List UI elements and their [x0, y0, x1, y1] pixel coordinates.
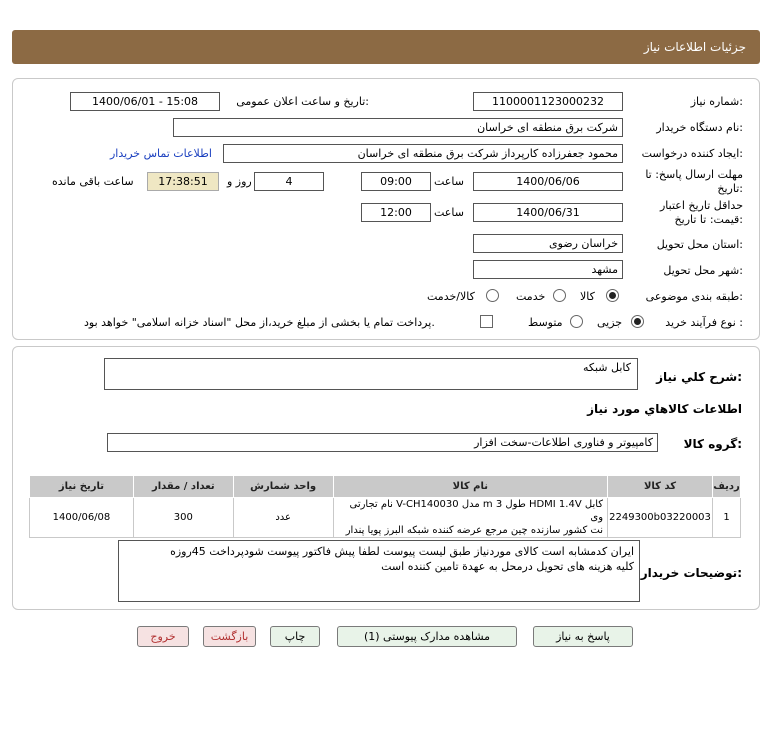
- validity-time-label: ساعت: [434, 206, 464, 219]
- announce-datetime-field: 1400/06/01 - 15:08: [70, 92, 220, 111]
- table-row: [30, 498, 741, 538]
- announce-label: تاریخ و ساعت اعلان عمومی:: [236, 95, 369, 108]
- deadline-time-field: 09:00: [361, 172, 431, 191]
- need-number-label: شماره نیاز:: [690, 95, 743, 108]
- goods-group-field: کامپیوتر و فناوری اطلاعات-سخت افزار: [107, 433, 658, 452]
- process-radio-medium[interactable]: [570, 315, 583, 328]
- back-button[interactable]: بازگشت: [203, 626, 256, 647]
- deadline-label-line2: تاریخ:: [717, 182, 743, 195]
- page-title: جزئیات اطلاعات نیاز: [643, 40, 746, 54]
- col-header-name: نام کالا: [333, 476, 607, 498]
- validity-date-field: 1400/06/31: [473, 203, 623, 222]
- category-radio-service[interactable]: [553, 289, 566, 302]
- col-header-unit: واحد شمارش: [233, 476, 333, 498]
- buyer-contact-link[interactable]: اطلاعات تماس خریدار: [110, 147, 212, 160]
- treasury-payment-note: پرداخت تمام یا بخشی از مبلغ خرید،از محل "اسناد خزانه اسلامی" خواهد بود.: [84, 316, 435, 329]
- need-number-field: 1100001123000232: [473, 92, 623, 111]
- page-header: [12, 30, 760, 64]
- validity-label-line2: قیمت: تا تاریخ:: [674, 213, 743, 226]
- goods-table: [29, 475, 741, 538]
- validity-label-line1: حداقل تاریخ اعتبار: [659, 199, 743, 212]
- cell-row-number: 1: [713, 498, 741, 538]
- requester-field: محمود جعفرزاده کارپرداز شرکت برق منطقه ای خراسان: [223, 144, 623, 163]
- general-description-text: کابل شبکه: [583, 361, 631, 374]
- goods-table-header-row: [30, 476, 741, 498]
- province-label: استان محل تحویل:: [656, 238, 743, 251]
- validity-time-field: 12:00: [361, 203, 431, 222]
- cell-name-line1: کابل HDMI 1.4V طول 3 m مدل V-CH140030 نام تجارتی وی: [349, 499, 604, 523]
- view-attachments-button[interactable]: مشاهده مدارک پیوستی (1): [337, 626, 517, 647]
- province-field: خراسان رضوی: [473, 234, 623, 253]
- days-label: روز و: [227, 175, 252, 188]
- process-label: نوع فرآیند خرید :: [665, 316, 743, 329]
- deadline-time-label: ساعت: [434, 175, 464, 188]
- city-field: مشهد: [473, 260, 623, 279]
- buyer-notes-line2: کلیه هزینه های تحویل درمحل به عهدة تامین کننده است: [381, 560, 634, 573]
- remaining-time-field: 17:38:51: [147, 172, 219, 191]
- col-header-row-number: ردیف: [713, 476, 741, 498]
- col-header-date: تاریخ نیاز: [30, 476, 134, 498]
- deadline-label-line1: مهلت ارسال پاسخ: تا: [645, 168, 743, 181]
- general-description-field: [104, 358, 638, 390]
- buyer-org-field: شرکت برق منطقه ای خراسان: [173, 118, 623, 137]
- process-radio-minor[interactable]: [631, 315, 644, 328]
- exit-button[interactable]: خروج: [137, 626, 189, 647]
- col-header-code: کد کالا: [608, 476, 713, 498]
- treasury-payment-checkbox[interactable]: [480, 315, 493, 328]
- process-option-minor: جزیی: [597, 316, 623, 329]
- cell-name-line2: نت کشور سازنده چین مرجع عرضه کننده شبکه البرز پویا پندار: [345, 525, 604, 536]
- days-remaining-field: 4: [254, 172, 324, 191]
- print-button[interactable]: چاپ: [270, 626, 320, 647]
- category-label: طبقه بندی موضوعی:: [645, 290, 743, 303]
- col-header-qty: تعداد / مقدار: [133, 476, 233, 498]
- buyer-org-label: نام دستگاه خریدار:: [656, 121, 743, 134]
- goods-group-label: گروه کالا:: [683, 437, 742, 451]
- cell-date: 1400/06/08: [30, 498, 134, 538]
- buyer-notes-line1: ایران کدمشابه است کالای موردنیاز طبق لیست پیوست لطفا پیش فاکتور پیوست شودپرداخت 45روزه: [170, 545, 634, 558]
- buyer-notes-field: [118, 540, 640, 602]
- goods-info-title: اطلاعات کالاهاي مورد نیاز: [587, 402, 742, 416]
- reply-button[interactable]: پاسخ به نیاز: [533, 626, 633, 647]
- cell-qty: 300: [133, 498, 233, 538]
- city-label: شهر محل تحویل:: [663, 264, 743, 277]
- category-radio-goods[interactable]: [606, 289, 619, 302]
- deadline-date-field: 1400/06/06: [473, 172, 623, 191]
- cell-unit: عدد: [233, 498, 333, 538]
- process-option-medium: متوسط: [528, 316, 563, 329]
- cell-code: 2249300b03220003: [608, 498, 713, 538]
- requester-label: ایجاد کننده درخواست:: [641, 147, 743, 160]
- category-option-service: خدمت: [516, 290, 546, 303]
- remaining-label: ساعت باقی مانده: [52, 175, 134, 188]
- general-description-label: شرح کلي نیاز:: [656, 370, 742, 384]
- category-option-goods: کالا: [580, 290, 595, 303]
- cell-name: [333, 498, 607, 538]
- buyer-notes-label: توضیحات خریدار:: [640, 566, 742, 580]
- category-radio-goods-service[interactable]: [486, 289, 499, 302]
- category-option-goods-service: کالا/خدمت: [427, 290, 475, 303]
